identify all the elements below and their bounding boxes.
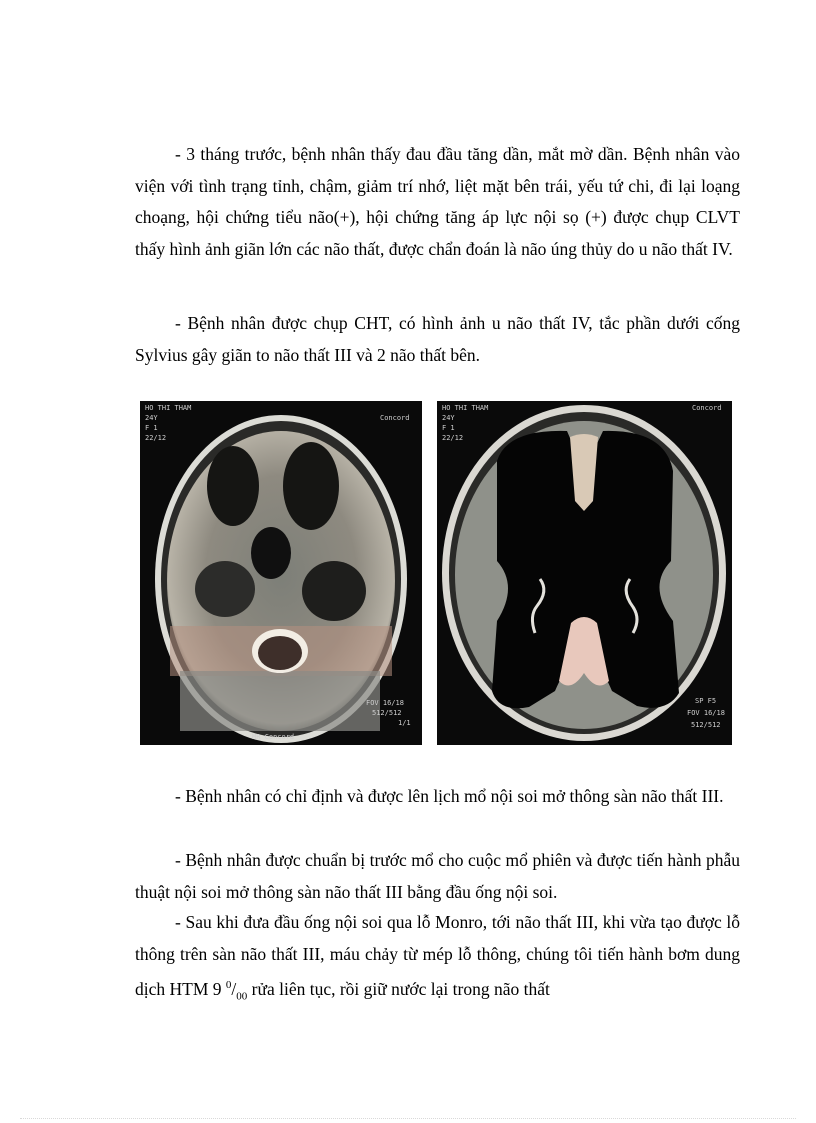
fraction-numerator: 0: [225, 979, 232, 991]
scan1-footer1-label: FOV 16/18: [366, 699, 404, 707]
paragraph-indication-text: - Bệnh nhân có chỉ định và được lên lịch mổ nội soi mở thông sàn não thất III.: [175, 786, 724, 806]
paragraph-mri: [135, 308, 740, 371]
paragraph-procedure-text-before: - Sau khi đưa đầu ống nội soi qua lỗ Monro, tới não thất III, khi vừa tạo được lỗ thông trên sàn não thất III, máu chảy từ mép lỗ thông, chúng tôi tiến hành bơm dung dịch HTM 9: [135, 912, 740, 999]
mri-scan-left: [140, 401, 422, 745]
scan1-footer3-label: 1/1: [398, 719, 411, 727]
scan2-hospital-label: Concord: [692, 404, 722, 412]
paragraph-preparation: [135, 845, 740, 908]
scan1-bottom-label: MR Concord: [252, 733, 295, 741]
scan1-date-label: 22/12: [145, 434, 167, 442]
footer-divider: [20, 1118, 796, 1119]
scan1-hospital-label: Concord: [380, 414, 410, 422]
fraction-denominator: 00: [236, 990, 248, 1003]
paragraph-procedure: [135, 907, 740, 1013]
scan1-patient-label: HO THI THAM: [145, 404, 192, 412]
scan2-footer1-label: SP F5: [695, 697, 717, 705]
scan2-footer3-label: 512/512: [691, 721, 721, 729]
scan2-age-label: 24Y: [442, 414, 455, 422]
scan2-line3-label: F 1: [442, 424, 455, 432]
scan2-patient-label: HO THI THAM: [442, 404, 489, 412]
paragraph-preparation-text: - Bệnh nhân được chuẩn bị trước mổ cho cuộc mổ phiên và được tiến hành phẫu thuật nội soi mở thông sàn não thất III bằng đầu ống nội soi.: [135, 850, 740, 902]
scan2-footer2-label: FOV 16/18: [687, 709, 725, 717]
paragraph-history-text: - 3 tháng trước, bệnh nhân thấy đau đầu tăng dần, mắt mờ dần. Bệnh nhân vào viện với tình trạng tỉnh, chậm, giảm trí nhớ, liệt mặt bên trái, yếu tứ chi, đi lại loạng choạng, hội chứng tiểu não(+), hội chứng tăng áp lực nội sọ (+) được chụp CLVT thấy hình ảnh giãn lớn các não thất, được chẩn đoán là não úng thủy do u não thất IV.: [135, 144, 740, 259]
mri-scan-right: [437, 401, 732, 745]
paragraph-history: [135, 139, 740, 265]
paragraph-procedure-text-after: rửa liên tục, rồi giữ nước lại trong não thất: [247, 978, 550, 999]
paragraph-mri-text: - Bệnh nhân được chụp CHT, có hình ảnh u não thất IV, tắc phần dưới cống Sylvius gây giãn to não thất III và 2 não thất bên.: [135, 313, 740, 365]
paragraph-indication: [135, 781, 740, 813]
scan1-age-label: 24Y: [145, 414, 158, 422]
fraction-slash: /: [231, 978, 237, 999]
scan2-date-label: 22/12: [442, 434, 464, 442]
scan1-line3-label: F 1: [145, 424, 158, 432]
scan1-footer2-label: 512/512: [372, 709, 402, 717]
